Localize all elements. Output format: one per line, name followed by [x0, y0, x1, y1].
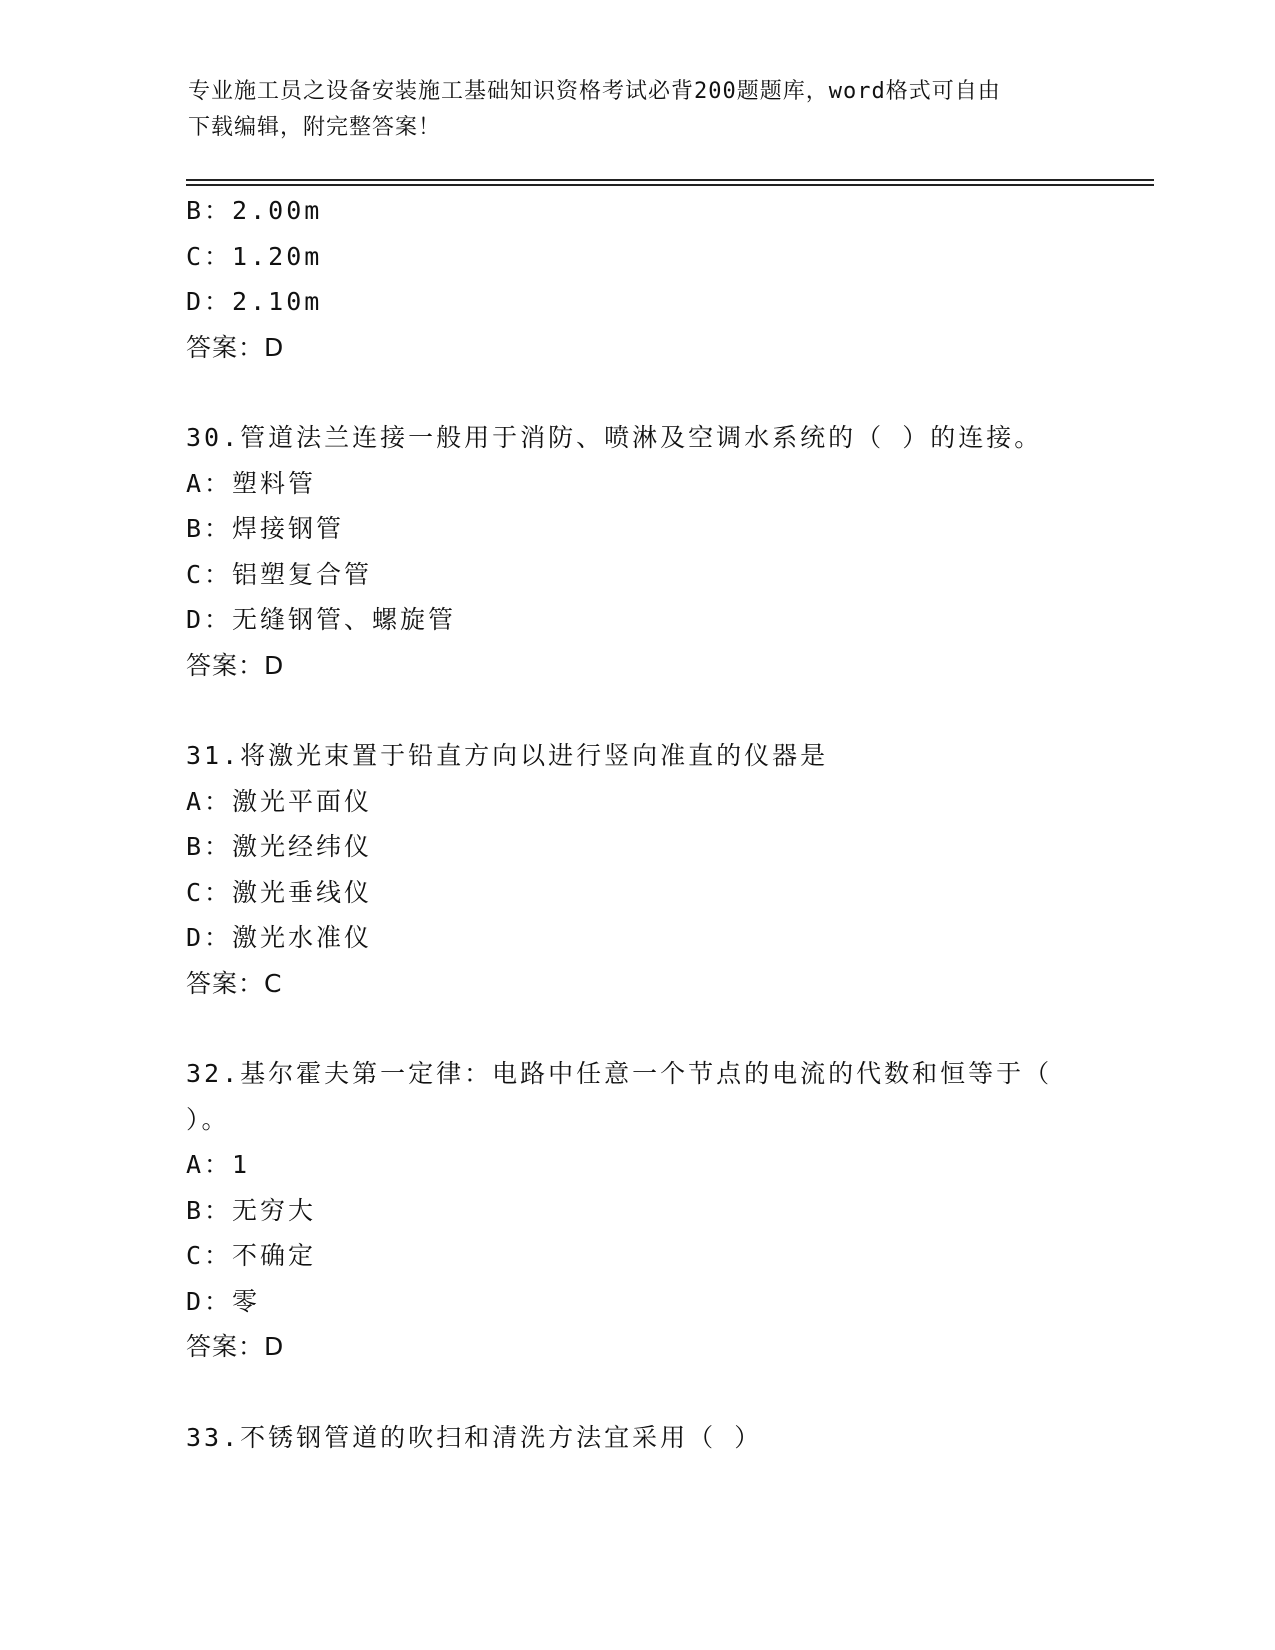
- option-d: D：无缝钢管、螺旋管: [186, 605, 457, 634]
- option-b: B：2.00m: [186, 196, 323, 225]
- header-divider-top: [186, 179, 1154, 181]
- option-b: B：激光经纬仪: [186, 832, 373, 861]
- option-c: C：1.20m: [186, 241, 323, 271]
- option-a: A：激光平面仪: [186, 786, 373, 816]
- question-block-30: [186, 415, 1086, 688]
- question-stem: 31.将激光束置于铅直方向以进行竖向准直的仪器是: [186, 741, 829, 770]
- question-block-31: [186, 733, 1086, 1006]
- option-c: C：激光垂线仪: [186, 877, 373, 907]
- option-c: C：不确定: [186, 1241, 317, 1270]
- answer-line: 答案：D: [186, 1332, 285, 1361]
- header-line-1: 专业施工员之设备安装施工基础知识资格考试必背200题题库，word格式可自由: [188, 79, 1001, 104]
- question-stem: 30.管道法兰连接一般用于消防、喷淋及空调水系统的（ ）的连接。: [186, 423, 1043, 452]
- option-b: B：无穷大: [186, 1195, 317, 1225]
- option-d: D：2.10m: [186, 287, 323, 316]
- question-block-32: [186, 1051, 1086, 1370]
- option-c: C：铝塑复合管: [186, 559, 373, 589]
- header-divider-bottom: [186, 184, 1154, 186]
- answer-line: 答案：D: [186, 650, 285, 680]
- option-a: A：塑料管: [186, 468, 317, 498]
- question-block-prev: [186, 188, 1086, 370]
- question-stem: 33.不锈钢管道的吹扫和清洗方法宜采用（ ）: [186, 1422, 763, 1452]
- option-b: B：焊接钢管: [186, 514, 345, 543]
- header-line-2: 下载编辑，附完整答案！: [188, 115, 442, 140]
- answer-line: 答案：C: [186, 968, 283, 998]
- answer-line: 答案：D: [186, 332, 285, 362]
- option-d: D：激光水准仪: [186, 923, 373, 952]
- question-block-33: [186, 1415, 1086, 1461]
- document-header: [188, 74, 1068, 146]
- question-list: [186, 188, 1086, 1460]
- question-stem: 32.基尔霍夫第一定律：电路中任意一个节点的电流的代数和恒等于（: [186, 1059, 1053, 1088]
- option-d: D：零: [186, 1286, 261, 1316]
- option-a: A：1: [186, 1150, 251, 1179]
- question-stem-continued: ）。: [186, 1104, 230, 1134]
